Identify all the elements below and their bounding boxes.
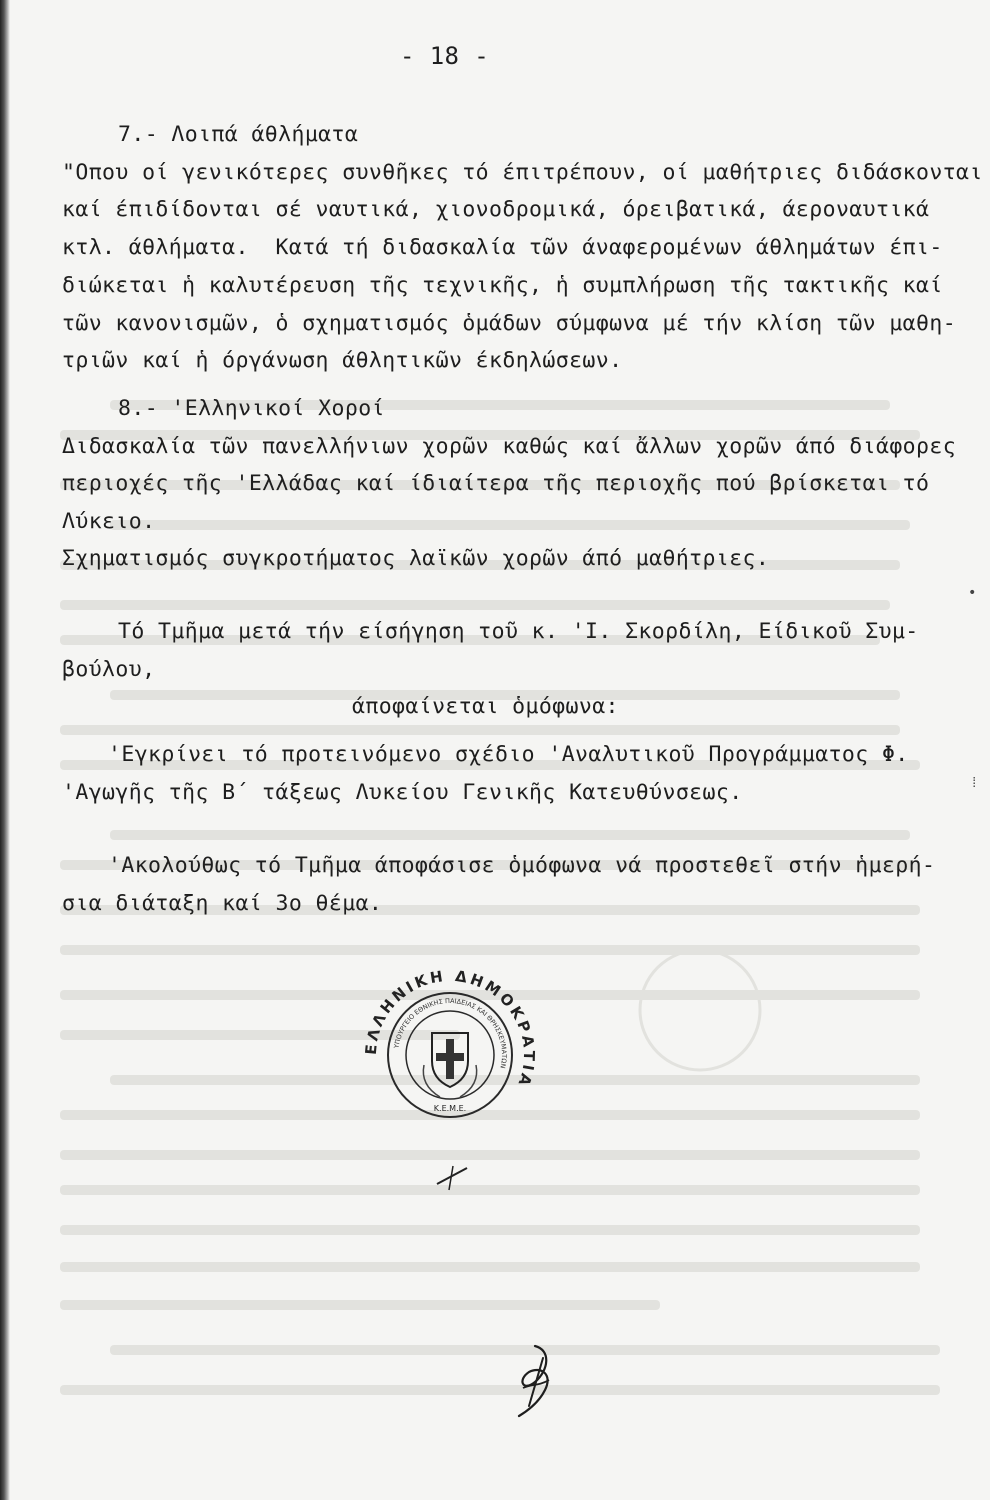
svg-text:Κ.Ε.Μ.Ε.: Κ.Ε.Μ.Ε.	[433, 1104, 467, 1113]
pen-mark	[433, 1162, 473, 1192]
text-line: διώκεται ἡ καλυτέρευση τῆς τεχνικῆς, ἡ συμπλήρωση τῆς τακτικῆς καί	[62, 273, 943, 298]
margin-mark: •	[968, 585, 977, 601]
page-number: - 18 -	[400, 42, 490, 70]
section-heading-other-sports: 7.- Λοιπά άθλήματα	[118, 122, 359, 147]
text-line: 'Εγκρίνει τό προτεινόμενο σχέδιο 'Αναλυτικοῦ Προγράμματος Φ.	[108, 742, 909, 767]
decision-heading: άποφαίνεται ὁμόφωνα:	[352, 694, 619, 719]
text-line: "Οπου οί γενικότερες συνθῆκες τό έπιτρέπουν, οί μαθήτριες διδάσκονται	[62, 160, 983, 185]
svg-text:ΕΛΛΗΝΙΚΗ ΔΗΜΟΚΡΑΤΙΑ: ΕΛΛΗΝΙΚΗ ΔΗΜΟΚΡΑΤΙΑ	[361, 966, 539, 1091]
text-line: κτλ. άθλήματα. Κατά τή διδασκαλία τῶν άναφερομένων άθλημάτων έπι-	[62, 235, 943, 260]
text-line: σια διάταξη καί 3ο θέμα.	[62, 891, 383, 916]
official-stamp	[360, 965, 540, 1145]
text-line: 'Αγωγῆς τῆς Β΄ τάξεως Λυκείου Γενικῆς Κατευθύνσεως.	[62, 780, 743, 805]
text-line: τῶν κανονισμῶν, ὁ σχηματισμός ὁμάδων σύμφωνα μέ τήν κλίση τῶν μαθη-	[62, 311, 957, 336]
text-line: καί έπιδίδονται σέ ναυτικά, χιονοδρομικά, όρειβατικά, άεροναυτικά	[62, 197, 930, 222]
text-line: βούλου,	[62, 657, 156, 682]
text-line: Λύκειο.	[62, 509, 156, 534]
margin-mark: ⁞	[970, 775, 979, 791]
text-line: περιοχές τῆς 'Ελλάδας καί ίδιαίτερα τῆς περιοχῆς πού βρίσκεται τό	[62, 471, 930, 496]
text-line: τριῶν καί ἡ όργάνωση άθλητικῶν έκδηλώσεων.	[62, 348, 623, 373]
text-line: Τό Τμῆμα μετά τήν είσήγηση τοῦ κ. 'Ι. Σκορδίλη, Είδικοῦ Συμ-	[118, 619, 919, 644]
section-heading-greek-dances: 8.- 'Ελληνικοί Χοροί	[118, 396, 385, 421]
text-line: 'Ακολούθως τό Τμῆμα άποφάσισε ὁμόφωνα νά προστεθεῖ στήν ἡμερή-	[108, 853, 936, 878]
text-line: Σχηματισμός συγκροτήματος λαϊκῶν χορῶν άπό μαθήτριες.	[62, 546, 770, 571]
svg-text:ΥΠΟΥΡΓΕΙΟ ΕΘΝΙΚΗΣ ΠΑΙΔΕΙΑΣ ΚΑΙ: ΥΠΟΥΡΓΕΙΟ ΕΘΝΙΚΗΣ ΠΑΙΔΕΙΑΣ ΚΑΙ ΘΡΗΣΚΕΥΜΑΤΩΝ	[392, 996, 509, 1070]
handwritten-signature	[505, 1340, 565, 1420]
text-line: Διδασκαλία τῶν πανελλήνιων χορῶν καθώς καί ἄλλων χορῶν άπό διάφορες	[62, 434, 957, 459]
